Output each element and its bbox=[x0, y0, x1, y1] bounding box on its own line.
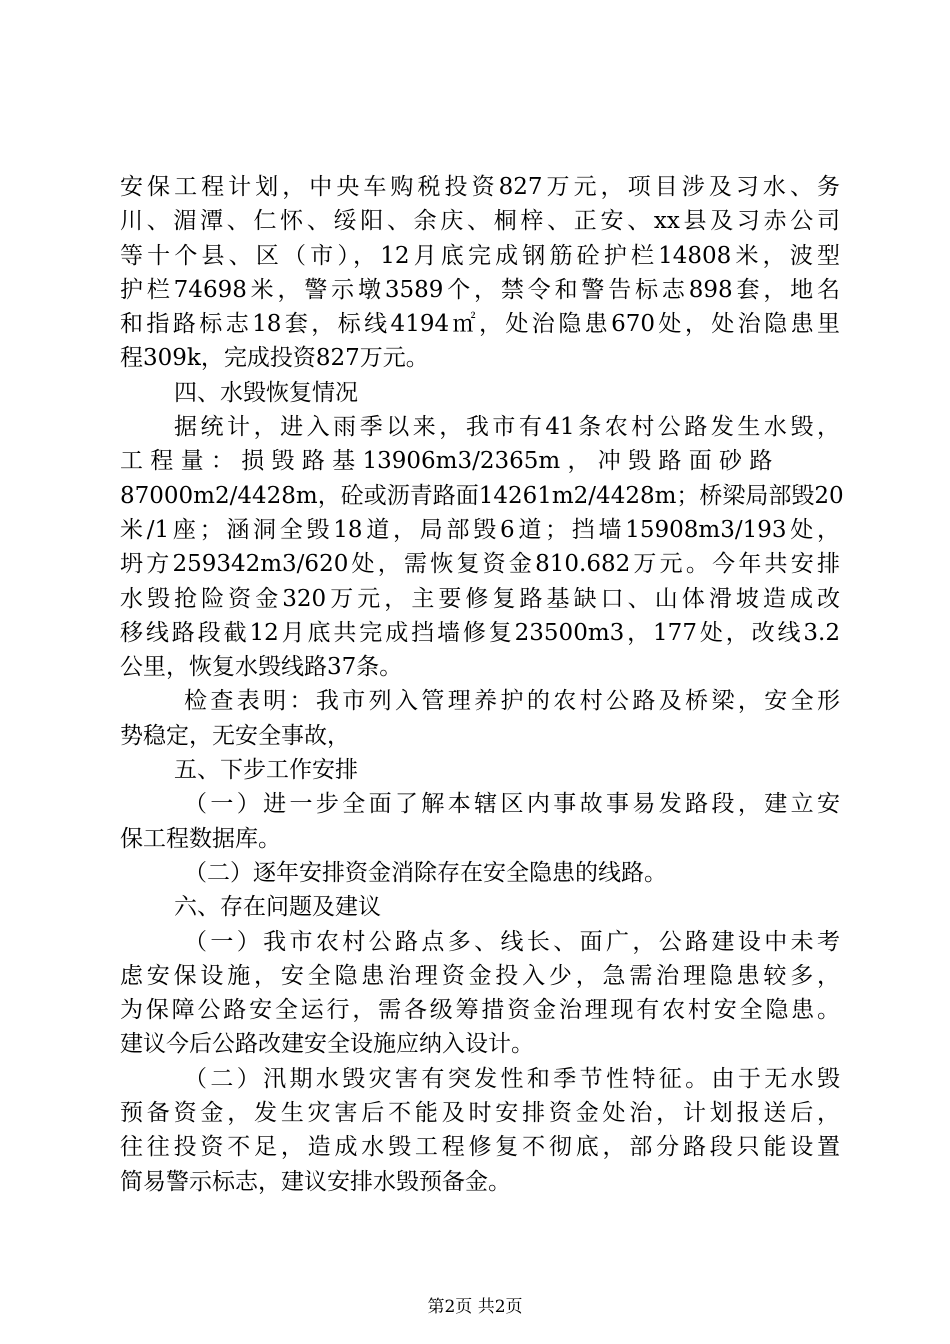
paragraph-line: 程309k，完成投资827万元。 bbox=[120, 345, 429, 372]
page-number-footer: 第2页 共2页 bbox=[427, 1297, 523, 1317]
paragraph-line: 公里，恢复水毁线路37条。 bbox=[120, 654, 403, 681]
paragraph-line: 米/1座；涵洞全毁18道，局部毁6道；挡墙15908m3/193处， bbox=[120, 516, 840, 543]
paragraph-line: （二）汛期水毁灾害有突发性和季节性特征。由于无水毁 bbox=[184, 1065, 840, 1092]
section-heading: 四、水毁恢复情况 bbox=[174, 379, 358, 406]
paragraph-line: 安保工程计划，中央车购税投资827万元，项目涉及习水、务 bbox=[120, 174, 840, 200]
paragraph-line: 势稳定，无安全事故， bbox=[120, 722, 350, 749]
paragraph-line: 据统计，进入雨季以来，我市有41条农村公路发生水毁， bbox=[174, 414, 840, 441]
document-body bbox=[120, 170, 844, 1199]
paragraph-line: 护栏74698米，警示墩3589个，禁令和警告标志898套，地名 bbox=[120, 276, 840, 303]
paragraph-line: 预备资金，发生灾害后不能及时安排资金处治，计划报送后， bbox=[120, 1100, 840, 1127]
paragraph-line: 和指路标志18套，标线4194㎡，处治隐患670处，处治隐患里 bbox=[120, 311, 840, 338]
paragraph-line: 87000m2/4428m，砼或沥青路面14261m2/4428m；桥梁局部毁20 bbox=[120, 482, 844, 509]
paragraph-line: 虑安保设施，安全隐患治理资金投入少，急需治理隐患较多， bbox=[120, 962, 840, 989]
paragraph-line: 水毁抢险资金320万元，主要修复路基缺口、山体滑坡造成改 bbox=[120, 585, 840, 612]
paragraph-line: 往往投资不足，造成水毁工程修复不彻底，部分路段只能设置 bbox=[120, 1134, 840, 1161]
paragraph-line: （二）逐年安排资金消除存在安全隐患的线路。 bbox=[184, 859, 667, 886]
paragraph-line: 移线路段截12月底共完成挡墙修复23500m3，177处，改线3.2 bbox=[120, 619, 840, 646]
paragraph-line: 保工程数据库。 bbox=[120, 825, 281, 852]
paragraph-line: 坍方259342m3/620处，需恢复资金810.682万元。今年共安排 bbox=[120, 551, 840, 578]
section-heading: 五、下步工作安排 bbox=[174, 757, 358, 784]
paragraph-line: 工 程 量 ： 损 毁 路 基 13906m3/2365m ， 冲 毁 路 面 砂 路 bbox=[120, 448, 773, 475]
paragraph-line: 简易警示标志，建议安排水毁预备金。 bbox=[120, 1168, 511, 1195]
paragraph-line: 等十个县、区（市），12月底完成钢筋砼护栏14808米，波型 bbox=[120, 242, 840, 269]
paragraph-line: 建议今后公路改建安全设施应纳入设计。 bbox=[120, 1031, 534, 1058]
paragraph-line: 川、湄潭、仁怀、绥阳、余庆、桐梓、正安、xx县及习赤公司 bbox=[120, 208, 840, 235]
paragraph-line: 检查表明：我市列入管理养护的农村公路及桥梁，安全形 bbox=[184, 688, 840, 715]
paragraph-line: （一）我市农村公路点多、线长、面广，公路建设中未考 bbox=[184, 928, 840, 955]
paragraph-line: 为保障公路安全运行，需各级筹措资金治理现有农村安全隐患。 bbox=[120, 997, 840, 1024]
section-heading: 六、存在问题及建议 bbox=[174, 894, 381, 921]
paragraph-line: （一）进一步全面了解本辖区内事故事易发路段，建立安 bbox=[184, 791, 840, 818]
